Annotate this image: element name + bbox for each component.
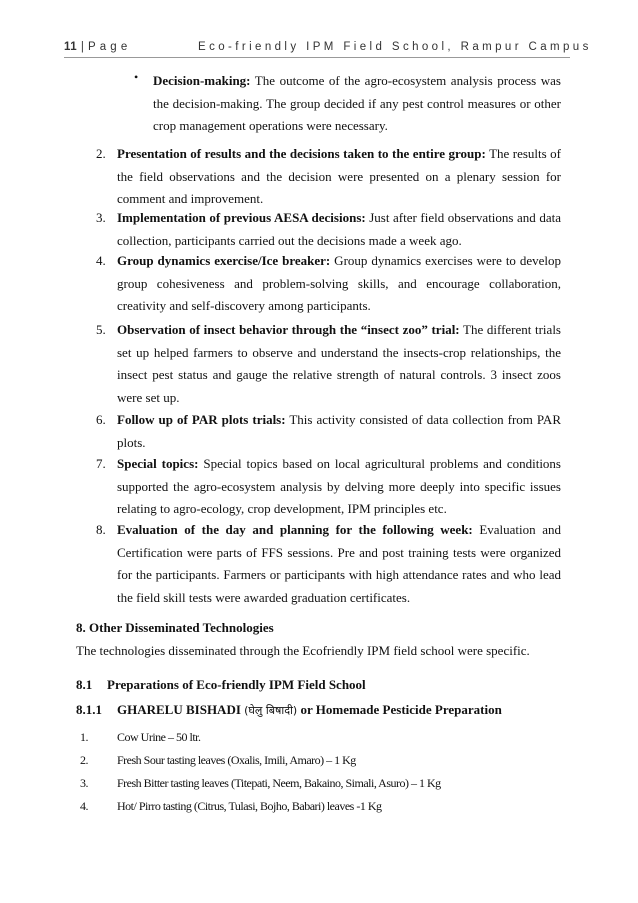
- ingredient-text: Cow Urine – 50 ltr.: [117, 730, 201, 744]
- header-rule: [64, 57, 570, 58]
- bullet-icon: •: [134, 70, 139, 84]
- list-item: [117, 250, 561, 318]
- bullet-label: Decision-making:: [153, 73, 251, 88]
- list-item: [117, 319, 561, 410]
- item-label: Evaluation of the day and planning for the following week:: [117, 522, 473, 537]
- list-number: 2.: [96, 146, 106, 161]
- section-body: The technologies disseminated through the Ecofriendly IPM field school were specific.: [76, 643, 530, 658]
- list-item: [117, 143, 561, 211]
- item-text: Just after field observations and data collection, participants carried out the decisions made a week ago.: [117, 210, 561, 248]
- ingredient-text: Hot/ Pirro tasting (Citrus, Tulasi, Bojho, Babari) leaves -1 Kg: [117, 799, 382, 813]
- list-number: 8.: [96, 522, 106, 537]
- list-number: 4.: [96, 253, 106, 268]
- item-label: Special topics:: [117, 456, 199, 471]
- header-title: Eco-friendly IPM Field School, Rampur Campus: [198, 41, 592, 53]
- item-label: Observation of insect behavior through the “insect zoo” trial:: [117, 322, 460, 337]
- item-label: Presentation of results and the decisions taken to the entire group:: [117, 146, 486, 161]
- page-header: [64, 39, 592, 59]
- title-part: or Homemade Pesticide Preparation: [297, 702, 502, 717]
- ingredient-text: Fresh Bitter tasting leaves (Titepati, Neem, Bakaino, Simali, Asuro) – 1 Kg: [117, 776, 441, 790]
- item-label: Follow up of PAR plots trials:: [117, 412, 286, 427]
- list-item: [117, 207, 561, 252]
- item-text: Evaluation and Certification were parts of FFS sessions. Pre and post training tests were organized for the participants. Farmers or participants with high attendance rates and who lead the field skill tests were awarded graduation certificates.: [117, 522, 561, 606]
- list-item: [117, 519, 561, 610]
- title-part: GHARELU BISHADI: [117, 702, 245, 717]
- item-text: Special topics based on local agricultural problems and conditions supported the agro-ecosystem analysis by delving more deeply into specific issues relating to agro-ecology, crop development, IPM principles etc.: [117, 456, 561, 517]
- list-number: 5.: [96, 322, 106, 337]
- ingredient-number: 4.: [80, 799, 88, 813]
- bullet-paragraph: [153, 70, 561, 138]
- section-heading: 8. Other Disseminated Technologies: [76, 620, 274, 635]
- page-word: | P a g e: [80, 41, 128, 53]
- item-text: The different trials set up helped farmers to observe and understand the insects-crop relationships, the insect pest status and gauge the relative strength of natural controls. 3 insect zoos were set up.: [117, 322, 561, 406]
- list-number: 7.: [96, 456, 106, 471]
- ingredient-number: 2.: [80, 753, 88, 767]
- subsection-number: 8.1: [76, 677, 93, 692]
- item-text: The results of the field observations and the decision were presented on a plenary session for comment and improvement.: [117, 146, 561, 207]
- list-item: [117, 453, 561, 521]
- bullet-text: The outcome of the agro-ecosystem analysis process was the decision-making. The group decided if any pest control measures or other crop management operations were necessary.: [153, 73, 561, 134]
- item-text: This activity consisted of data collection from PAR plots.: [117, 412, 561, 450]
- subsubsection-title: [117, 702, 502, 718]
- list-number: 6.: [96, 412, 106, 427]
- list-item: [117, 409, 561, 454]
- subsection-title: Preparations of Eco-friendly IPM Field School: [107, 677, 366, 692]
- subsubsection-number: 8.1.1: [76, 702, 102, 717]
- page-number-label: [64, 41, 128, 53]
- page-number: 11: [64, 41, 78, 53]
- list-number: 3.: [96, 210, 106, 225]
- item-label: Group dynamics exercise/Ice breaker:: [117, 253, 331, 268]
- title-devanagari: (घेलु बिषादी): [244, 704, 298, 717]
- ingredient-text: Fresh Sour tasting leaves (Oxalis, Imili, Amaro) – 1 Kg: [117, 753, 356, 767]
- item-label: Implementation of previous AESA decisions:: [117, 210, 366, 225]
- ingredient-number: 1.: [80, 730, 88, 744]
- item-text: Group dynamics exercises were to develop group cohesiveness and problem-solving skills, and encourage collaboration, creativity and self-discovery among participants.: [117, 253, 562, 314]
- ingredient-number: 3.: [80, 776, 88, 790]
